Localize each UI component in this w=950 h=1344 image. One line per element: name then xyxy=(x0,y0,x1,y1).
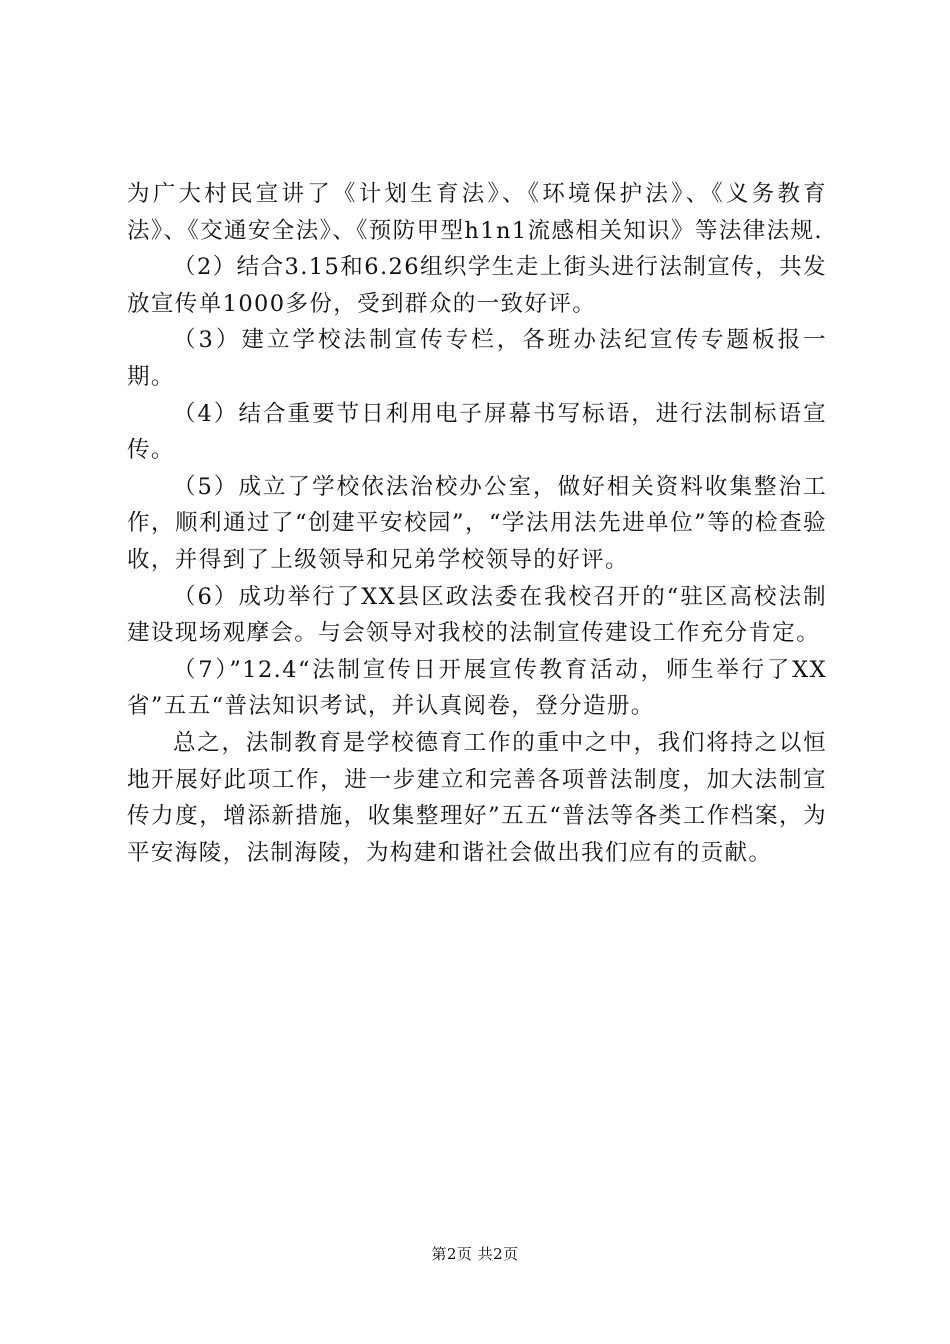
page-number-footer: 第2页 共2页 xyxy=(431,1245,519,1263)
paragraph-item-6: （6）成功举行了XX县区政法委在我校召开的“驻区高校法制建设现场观摩会。与会领导对我校的法制宣传建设工作充分肯定。 xyxy=(127,583,827,647)
paragraph-item-2: （2）结合3.15和6.26组织学生走上街头进行法制宣传，共发放宣传单1000多份，受到群众的一致好评。 xyxy=(127,254,827,317)
paragraph-conclusion: 总之，法制教育是学校德育工作的重中之中，我们将持之以恒地开展好此项工作，进一步建立和完善各项普法制度，加大法制宣传力度，增添新措施，收集整理好”五五“普法等各类工作档案，为平安海陵，法制海陵，为构建和谐社会做出我们应有的贡献。 xyxy=(127,729,827,866)
paragraph-continuation: 为广大村民宣讲了《计划生育法》、《环境保护法》、《义务教育法》、《交通安全法》、《预防甲型h1n1流感相关知识》等法律法规. xyxy=(127,181,827,244)
paragraph-item-3: （3）建立学校法制宣传专栏，各班办法纪宣传专题板报一期。 xyxy=(127,327,827,390)
paragraph-item-4: （4）结合重要节日利用电子屏幕书写标语，进行法制标语宣传。 xyxy=(127,400,827,464)
document-body xyxy=(127,176,827,871)
paragraph-item-7: （7）”12.4“法制宣传日开展宣传教育活动，师生举行了XX省”五五“普法知识考试，并认真阅卷，登分造册。 xyxy=(127,656,827,720)
paragraph-item-5: （5）成立了学校依法治校办公室，做好相关资料收集整治工作，顺利通过了“创建平安校园”，“学法用法先进单位”等的检查验收，并得到了上级领导和兄弟学校领导的好评。 xyxy=(127,473,827,573)
